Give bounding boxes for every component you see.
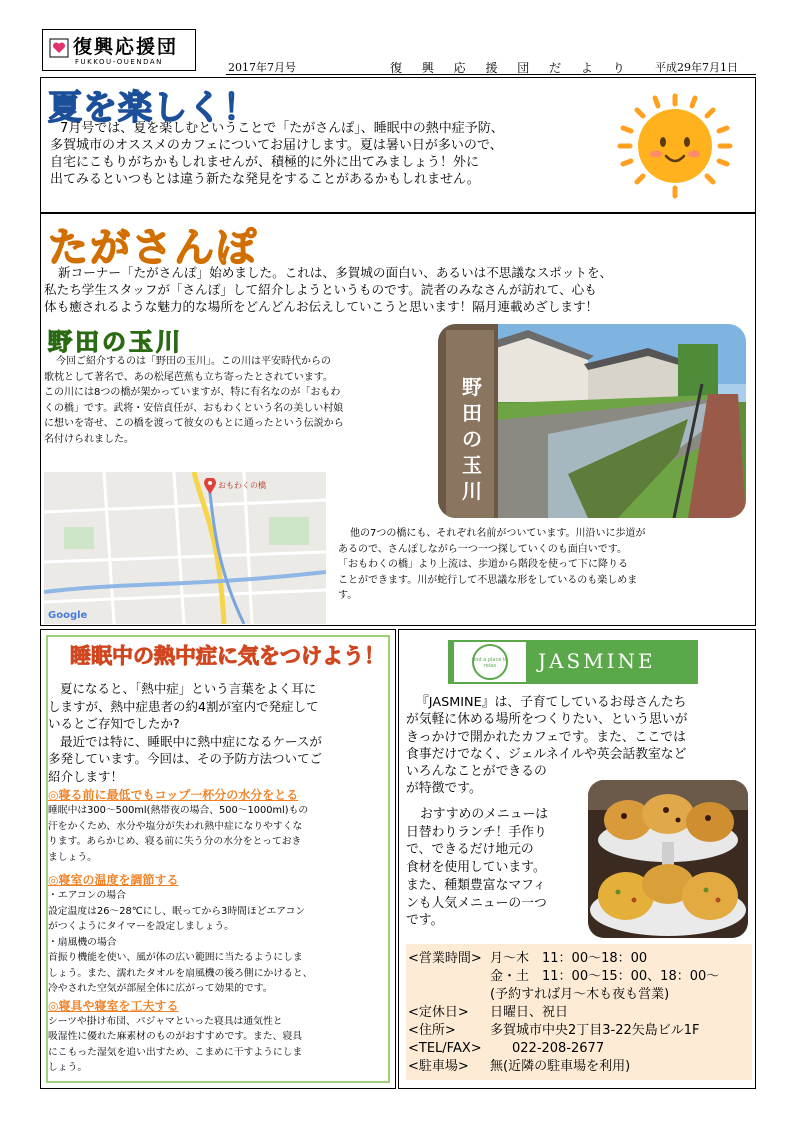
noda-line: 歌枕として著名で、あの松尾芭蕉も立ち寄ったとされています。 <box>44 371 333 383</box>
map-attribution: Google <box>48 610 88 621</box>
jasmine-menu-line: で、できるだけ地元の <box>406 842 534 858</box>
noda-line: 名付けられました。 <box>44 433 134 445</box>
jasmine-line: が特徴です。 <box>406 781 482 797</box>
hours-label: <営業時間> <box>408 951 482 966</box>
heatstroke-line: 最近では特に、睡眠中に熱中症になるケースが <box>60 733 322 749</box>
tip-line: 汗をかくため、水分や塩分が失われ熱中症になりやすくな <box>48 820 303 832</box>
hours-weekend: 金・土 11：00～15：00、18：00～ <box>490 969 720 984</box>
noda-line: に想いを寄せ、この橋を渡って彼女のもとに通ったという伝説から <box>44 418 344 429</box>
jasmine-line: 食事だけでなく、ジェルネイルや英会話教室など <box>406 746 687 762</box>
heatstroke-title: 睡眠中の熱中症に気をつけよう！ <box>70 644 385 668</box>
noda-description <box>44 354 436 447</box>
jasmine-line: 『JASMINE』は、子育てしているお母さんたち <box>416 695 687 710</box>
tagasanpo-line: 体も癒されるような魅力的な場所をどんどんお伝えしていこうと思います！隔月連載めざします！ <box>44 299 599 314</box>
summer-title: 夏を楽しく！ <box>48 88 258 128</box>
bridges-line: 他の7つの橋にも、それぞれ名前がついています。川沿いに歩道が <box>350 528 646 539</box>
tagasanpo-intro <box>44 264 754 315</box>
tip-line: ・扇風機の場合 <box>48 936 117 948</box>
bridges-line: ことができます。川が蛇行して不思議な形をしているのも楽しめま <box>338 574 638 586</box>
noda-line: 今回ご紹介するのは「野田の玉川」。この川は平安時代からの <box>56 356 331 367</box>
jasmine-menu <box>406 806 586 930</box>
tip-line: 睡眠中は300～500ml(熱帯夜の場合、500～1000ml)もの <box>48 805 309 816</box>
tip-line: ります。あらかじめ、寝る前に失う分の水分をとっておき <box>48 836 302 847</box>
jasmine-menu-line: また、種類豊富なマフィ <box>406 877 546 893</box>
tip-line: 吸湿性に優れた麻素材のものがおすすめです。また、寝具 <box>48 1031 303 1042</box>
tip-line: 冷やされた空気が部屋全体に広がって効果的です。 <box>48 983 273 994</box>
tagasanpo-title: たがさんぽ <box>48 225 258 271</box>
tip-line: にこもった湿気を追い出すため、こまめに干すようにしま <box>48 1046 303 1058</box>
hours-weekday: 月～木 11：00～18：00 <box>490 951 648 966</box>
summer-line: 自宅にこもりがちかもしれませんが、積極的に外に出てみましょう！外に <box>50 155 480 170</box>
area-map <box>44 472 326 624</box>
heatstroke-line: 多発しています。今回は、その予防方法ついてご <box>48 751 323 766</box>
tip-heading-temperature: ◎寝室の温度を調節する <box>48 873 179 887</box>
tip-line: 設定温度は26～28℃にし、眠ってから3時間ほどエアコン <box>48 905 306 917</box>
newsletter-title: 復 興 応 援 団 だ よ り <box>390 61 633 75</box>
closed-days: 日曜日、祝日 <box>490 1005 569 1020</box>
noda-line: くの橋」です。武将・安倍貞任が、おもわくという名の美しい村娘 <box>44 402 344 414</box>
heatstroke-tips <box>48 786 388 1076</box>
summer-text <box>50 120 610 188</box>
tip-temperature-text <box>48 888 388 997</box>
tip-heading-bedding: ◎寝具や寝室を工夫する <box>48 998 179 1013</box>
tip-bedding-text <box>48 1014 388 1076</box>
jasmine-logo-text: JASMINE <box>538 649 656 673</box>
logo-text: 復興応援団 <box>73 36 179 58</box>
tel-label: <TEL/FAX> <box>408 1041 482 1056</box>
bridges-line: す。 <box>338 590 358 601</box>
heatstroke-line: いるとご存知でしたか? <box>48 716 180 731</box>
parking-label: <駐車場> <box>408 1059 469 1074</box>
bridges-line: 「おもわくの橋」より上流は、歩道から階段を使って下に降りる <box>338 559 628 570</box>
logo-subtext: FUKKOU-OUENDAN <box>75 58 163 66</box>
heatstroke-line: 夏になると、「熱中症」という言葉をよく耳に <box>60 681 317 696</box>
heart-icon <box>49 38 69 58</box>
map-bridge-label: おもわくの橋 <box>218 481 266 490</box>
hours-note: (予約すれば月～木も夜も営業) <box>490 987 670 1002</box>
address-value: 多賀城市中央2丁目3-22矢島ビル1F <box>490 1023 700 1038</box>
jasmine-line: いろんなことができるの <box>406 764 547 780</box>
noda-line: この川には8つの橋が架かっていますが、特に有名なのが「おもわ <box>44 387 341 398</box>
summer-line: 7月号では、夏を楽しむということで「たがさんぽ」、睡眠中の熱中症予防、 <box>60 121 504 136</box>
tip-line: しょう。 <box>48 1062 88 1073</box>
river-photo <box>438 324 746 518</box>
tip-heading-water: ◎寝る前に最低でもコップ一杯分の水分をとる <box>48 788 299 802</box>
summer-line: 出てみるといつもとは違う新たな発見をすることがあるかもしれません。 <box>50 172 480 187</box>
logo <box>42 29 196 71</box>
issue-date: 平成29年7月1日 <box>655 61 738 74</box>
tel-value: 022-208-2677 <box>512 1041 605 1056</box>
muffin-photo <box>588 780 748 938</box>
summer-line: 多賀城市のオススメのカフェについてお届けします。夏は暑い日が多いので、 <box>50 138 503 153</box>
heatstroke-line: しますが、熱中症患者の約4割が室内で発症して <box>48 698 319 714</box>
tagasanpo-line: 新コーナー「たがさんぽ」始めました。これは、多賀城の面白い、あるいは不思議なスポットを、 <box>58 265 613 280</box>
tip-line: シーツや掛け布団、パジャマといった寝具は通気性と <box>48 1015 283 1027</box>
sun-illustration-icon <box>600 90 750 202</box>
jasmine-menu-line: です。 <box>406 913 444 929</box>
jasmine-menu-line: 食材を使用しています。 <box>406 860 546 876</box>
tip-line: 首振り機能を使い、風が体の広い範囲に当たるようにしま <box>48 952 303 963</box>
jasmine-menu-line: ンも人気メニューの一つ <box>406 895 547 911</box>
noda-tamagawa-title: 野田の玉川 <box>48 328 183 356</box>
closed-label: <定休日> <box>408 1005 469 1020</box>
tip-line: ましょう。 <box>48 851 97 863</box>
heatstroke-line: 紹介します！ <box>48 768 124 784</box>
tip-line: しょう。また、濡れたタオルを扇風機の後ろ側にかけると、 <box>48 967 313 979</box>
address-label: <住所> <box>408 1023 456 1038</box>
jasmine-circle-text: find a place to relax <box>472 657 508 669</box>
map-pin-icon <box>204 478 216 494</box>
bridges-line: あるので、さんぽしながら一つ一つ探していくのも面白いです。 <box>338 543 627 555</box>
jasmine-line: が気軽に休める場所をつくりたい、という思いが <box>406 712 688 728</box>
shop-info-box <box>406 944 752 1080</box>
tip-line: がつくようにタイマーを設定しましょう。 <box>48 921 234 932</box>
bridges-description <box>338 526 750 604</box>
jasmine-menu-line: おすすめのメニューは <box>420 807 549 822</box>
signpost-text: 野田の玉川 <box>462 375 482 503</box>
jasmine-line: きっかけで開かれたカフェです。また、ここでは <box>406 729 686 745</box>
header-divider <box>226 74 756 75</box>
heatstroke-intro <box>48 680 388 785</box>
jasmine-menu-line: 日替わりランチ！手作り <box>406 824 547 840</box>
tip-line: ・エアコンの場合 <box>48 890 126 901</box>
parking-value: 無(近隣の駐車場を利用) <box>490 1059 631 1074</box>
tip-water-text <box>48 803 388 865</box>
tagasanpo-line: 私たち学生スタッフが「さんぽ」して紹介しようというものです。読者のみなさんが訪れて、心も <box>44 282 597 297</box>
jasmine-logo <box>448 640 698 684</box>
issue-label: 2017年7月号 <box>228 61 296 74</box>
